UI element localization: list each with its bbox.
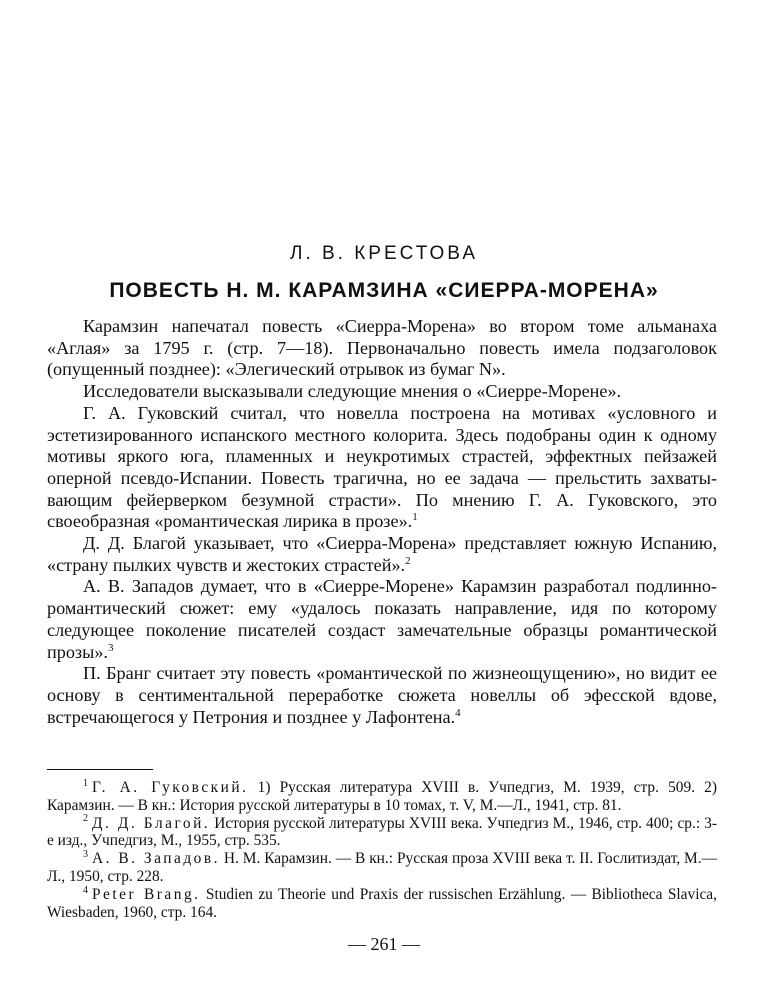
footnote: $^1$ Г. А. Гуковский. 1) Русская литература XVIII в. Учпедгиз, М. 1939, стр. 509. 2) Карамзин. — В кн.: История русской литературы в 10 томах, т. V, М.—Л., 1941, стр. 81. [47,777,718,814]
paragraph: П. Бранг считает эту повесть «романтической по жизнеощущению», но видит ее основу в сентиментальной переработке сюжета новеллы об эфесской вдове, встречающегося у Петрония и позднее у Лафонтена.$^4$ [47,663,717,727]
footnote-author: Д. Д. Благой. [92,814,211,832]
footnote-number: 4 [83,884,88,896]
paragraph: Д. Д. Благой указывает, что «Сиерра-Морена» представляет южную Испанию, «страну пылких чувств и жестоких страстей».$^2$ [47,533,717,575]
paragraph: Исследователи высказывали следующие мнения о «Сиерре-Морене». [83,381,622,402]
article-author: Л. В. КРЕСТОВА [289,243,478,264]
footnote-number: 1 [83,777,88,789]
footnote-ref[interactable]: 2 [405,554,411,567]
footnote: $^2$ Д. Д. Благой. История русской литературы XVIII века. Учпедгиз М., 1946, стр. 400; ср.: 3-е изд., Учпедгиз, М., 1955, стр. 535. [47,813,717,850]
paragraph: Карамзин напечатал повесть «Сиерра-Морена» во втором томе альманаха «Аглая» за 1795 г. (стр. 7—18). Первоначально повесть имела подзаголовок (опущенный позднее): «Элегический отрывок из бумаг N». [47,316,717,380]
footnote-author: Г. А. Гуковский. [92,779,249,796]
footnote-author: Peter Brang. [92,885,201,903]
article-body [47,316,717,728]
footnote: $^4$ Peter Brang. Studien zu Theorie und Praxis der russischen Erzählung. — Bibliotheca Slavica, Wiesbaden, 1960, стр. 164. [47,884,717,921]
footnote-number: 2 [83,813,88,825]
footnote-divider [47,769,153,770]
footnote-ref[interactable]: 1 [412,511,418,524]
paragraph: Г. А. Гуковский считал, что новелла построена на мотивах «условного и эстетизированного испанского местного колорита. Здесь подобраны один к одному мотивы яркого юга, пламенных и неукротимых страстей, эффектных пейзажей оперной псевдо-Испании. Повесть трагична, но ее задача — прельстить захватывающим фейерверком безумной страсти». По мнению Г. А. Гуковского, это своеобразная «романтическая лирика в прозе».$^1$ [47,402,717,532]
footnote-ref[interactable]: 4 [455,706,461,719]
footnotes [47,779,717,921]
page-number: — 261 — [348,934,420,954]
paragraph: А. В. Западов думает, что в «Сиерре-Морене» Карамзин разработал подлинно-романтический сюжет: ему «удалось показать направление, идя по которому следующее поколение писателей создаст замечательные образцы романтической прозы».$^3$ [47,576,717,662]
footnote-ref[interactable]: 3 [107,641,114,654]
footnote: $^3$ А. В. Западов. Н. М. Карамзин. — В кн.: Русская проза XVIII века т. II. Гослитиздат, М.—Л., 1950, стр. 228. [47,849,717,885]
footnote-author: А. В. Западов. [92,850,220,868]
article-title: ПОВЕСТЬ Н. М. КАРАМЗИНА «СИЕРРА-МОРЕНА» [109,279,659,302]
footnote-number: 3 [83,849,88,861]
